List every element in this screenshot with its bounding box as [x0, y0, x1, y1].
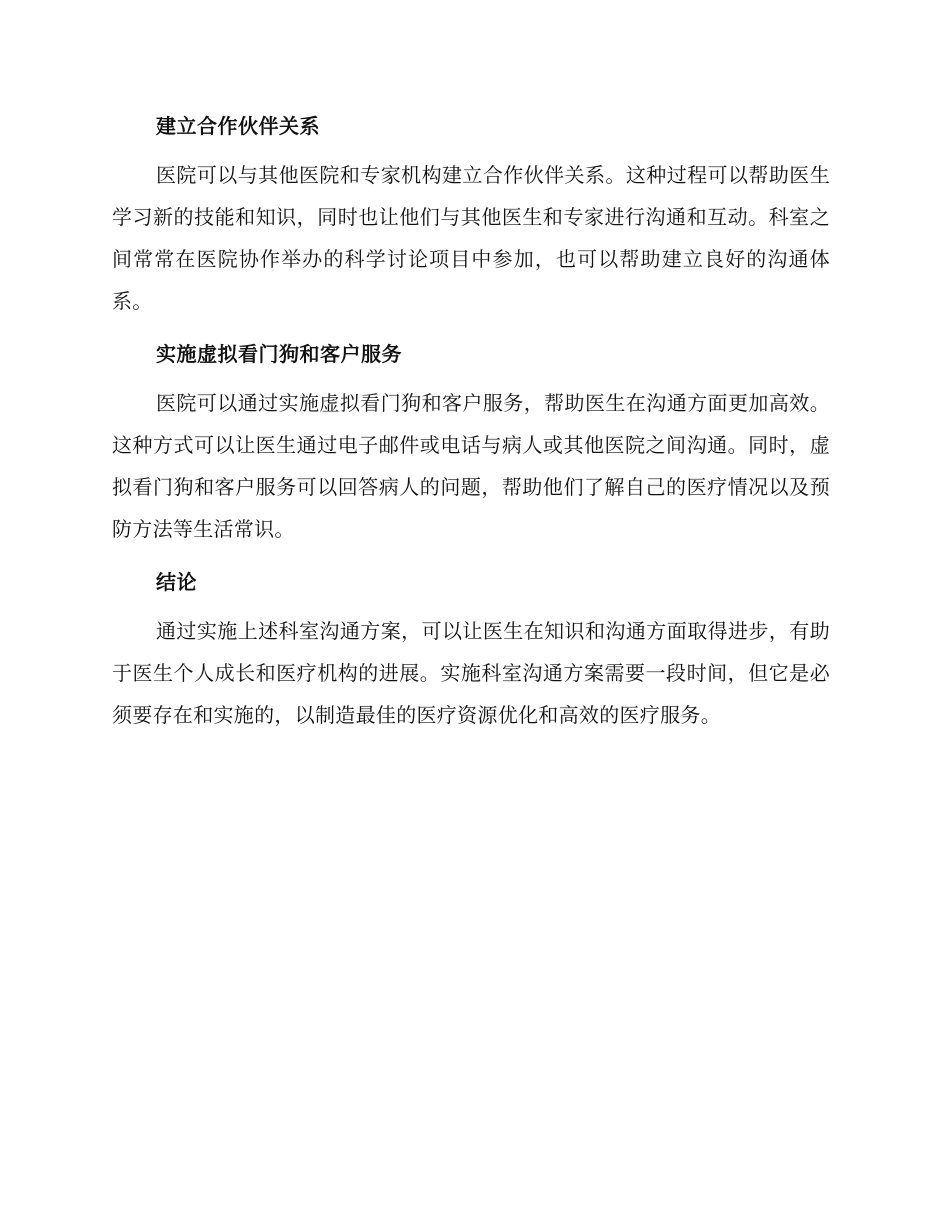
section-paragraph: 通过实施上述科室沟通方案，可以让医生在知识和沟通方面取得进步，有助于医生个人成长和医疗机构的进展。实施科室沟通方案需要一段时间，但它是必须要存在和实施的，以制造最佳的医疗资源优化和高效的医疗服务。 [112, 619, 830, 727]
section-conclusion [112, 564, 830, 736]
section-partnership [112, 108, 830, 322]
section-paragraph: 医院可以通过实施虚拟看门狗和客户服务，帮助医生在沟通方面更加高效。这种方式可以让医生通过电子邮件或电话与病人或其他医院之间沟通。同时，虚拟看门狗和客户服务可以回答病人的问题，帮助他们了解自己的医疗情况以及预防方法等生活常识。 [112, 391, 830, 541]
section-heading: 结论 [156, 570, 197, 594]
section-paragraph: 医院可以与其他医院和专家机构建立合作伙伴关系。这种过程可以帮助医生学习新的技能和知识，同时也让他们与其他医生和专家进行沟通和互动。科室之间常常在医院协作举办的科学讨论项目中参加，也可以帮助建立良好的沟通体系。 [112, 163, 830, 313]
document-page [112, 108, 830, 750]
section-virtual-service [112, 336, 830, 550]
section-heading: 实施虚拟看门狗和客户服务 [156, 342, 402, 366]
section-heading: 建立合作伙伴关系 [156, 114, 320, 138]
